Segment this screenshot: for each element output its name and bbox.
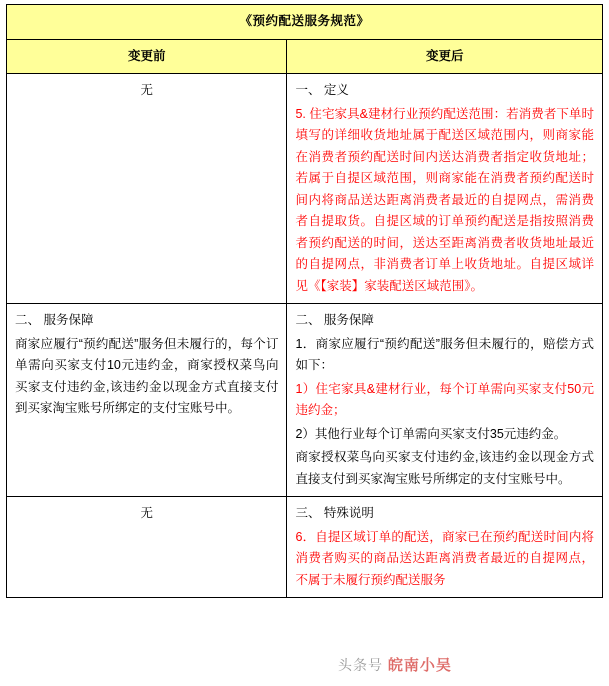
row3-after-cell	[287, 497, 603, 598]
row2-after-paragraph-4: 商家授权菜鸟向买家支付违约金,该违约金以现金方式直接支付到买家淘宝账号所绑定的支付宝账号中。	[295, 450, 594, 486]
column-header-after: 变更后	[287, 39, 603, 74]
table-header-row	[7, 39, 603, 74]
row1-after-cell	[287, 74, 603, 304]
table-row	[7, 74, 603, 304]
table-row	[7, 304, 603, 497]
row1-after-heading: 一、 定义	[295, 83, 349, 97]
watermark-prefix: 头条号	[338, 657, 388, 673]
table-title-row	[7, 5, 603, 40]
column-header-before: 变更前	[7, 39, 287, 74]
table-row	[7, 497, 603, 598]
row2-after-paragraph-2: 1）住宅家具&建材行业，每个订单需向买家支付50元违约金；	[295, 381, 594, 417]
row3-after-paragraph: 6．自提区域订单的配送，商家已在预约配送时间内将消费者购买的商品送达距离消费者最近的自提网点，不属于未履行预约配送服务	[295, 529, 594, 587]
row2-before-cell	[7, 304, 287, 497]
row2-after-heading: 二、 服务保障	[295, 313, 374, 327]
row3-before-cell: 无	[7, 497, 287, 598]
row2-before-heading: 二、 服务保障	[15, 313, 94, 327]
spec-table	[6, 4, 603, 598]
row2-after-paragraph-1: 1．商家应履行“预约配送”服务但未履行的，赔偿方式如下：	[295, 336, 594, 372]
row1-before-cell: 无	[7, 74, 287, 304]
row3-after-heading: 三、 特殊说明	[295, 506, 374, 520]
row2-after-paragraph-3: 2）其他行业每个订单需向买家支付35元违约金。	[295, 426, 567, 441]
document-title: 《预约配送服务规范》	[7, 5, 603, 40]
watermark	[338, 654, 452, 675]
row2-before-paragraph: 商家应履行“预约配送”服务但未履行的，每个订单需向买家支付10元违约金，商家授权菜鸟向买家支付违约金,该违约金以现金方式直接支付到买家淘宝账号所绑定的支付宝账号中。	[15, 336, 279, 415]
row1-after-paragraph: 5. 住宅家具&建材行业预约配送范围：若消费者下单时填写的详细收货地址属于配送区域范围内，则商家能在消费者预约配送时间内送达消费者指定收货地址；若属于自提区域范围，则商家能在消费者预约配送时间内将商品送达距离消费者最近的自提网点，需消费者自提取货。自提区域的订单预约配送是指按照消费者预约配送的时间，送达至距离消费者收货地址最近的自提网点，非消费者订单上收货地址。自提区域详见《【家装】家装配送区域范围》。	[295, 106, 594, 293]
watermark-text: 皖南小吴	[387, 657, 452, 674]
row2-after-cell	[287, 304, 603, 497]
